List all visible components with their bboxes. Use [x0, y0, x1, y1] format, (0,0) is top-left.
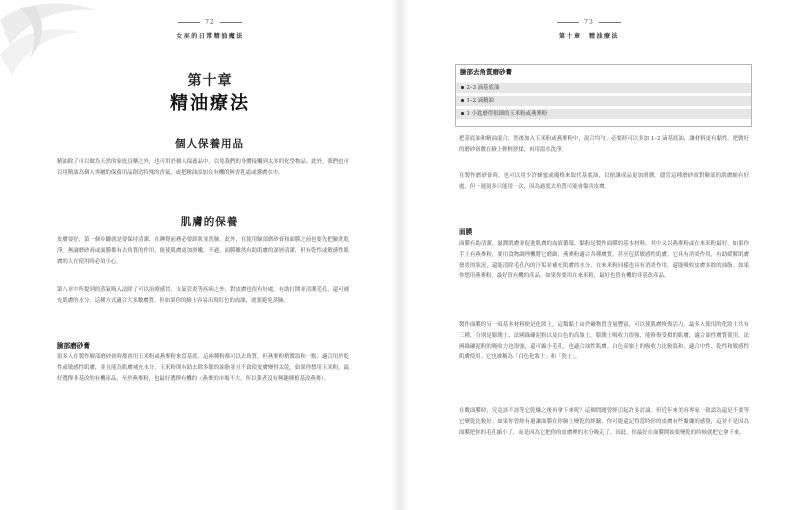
chapter-number: 第十章	[187, 73, 233, 89]
bullet-icon	[461, 99, 464, 102]
section-title: 個人保養用品	[175, 138, 244, 150]
swirl-ornament-icon	[0, 0, 105, 80]
bullet-icon	[461, 86, 464, 89]
paragraph: 把基底油和精油混合，然後加入玉米粉或燕麥粉中，混合均勻。必要時可以多加 1–2 滴基底油，讓材料更有黏性。把做好的磨砂膏敷在臉上輕輕搓揉，再用溫水洗淨。	[459, 136, 749, 153]
bullet-icon	[461, 112, 464, 115]
paragraph: 很多人在製作臉部磨砂膏時都會用玉米粉或燕麥粉來當基底。這兩種粉都可以去角質，但燕麥粉稍微溫和一點，適合用於乾性或敏感性肌膚，並且能為肌膚補充水分。玉米粉則有助去除多餘的油脂並且不致使皮膚變得太乾。如果你想用玉米粉，最好選擇非基改的有機產品，至於燕麥粉，也最好選擇有機的（燕麥的市場不大，所以業者沒有興趣種植基改燕麥）。	[57, 354, 349, 382]
page-number: 72	[140, 19, 280, 26]
list-item: 1 小匙磨得很細的玉米粉或燕麥粉	[456, 109, 751, 119]
list-item: 1–2 滴精油	[456, 96, 751, 106]
chapter-title: 精油療法	[170, 93, 250, 114]
paragraph: 在數面膜時，究竟該不該等它乾燥之後再拿下來呢？這個問題曾經引起許多討論。但近年來美容專家一致認為還是不要等它變乾比較好。如果你曾經有過讓面膜在你臉上變乾的經驗，你可能還記得當時你的皮膚有些緊繃的感覺，這並不是因為面膜把你的毛孔縮小了，而是因為它把你的皮膚裡的水分吸走了。因此，你最好在面膜開始要變乾的時候就把它拿下來。	[459, 408, 749, 436]
paragraph: 皮膚要好，第一個步驟就是要保持清潔，在睡覺前務必要卸妝並洗臉。此外，在使用臉部磨砂膏和面膜之前也要先把臉洗乾淨。無論磨砂膏或面膜都有去角質的作用，能使肌膚更加滑嫩，不過，面膜雖然有助肌膚的深層清潔，但有乾性或敏感性肌膚的人在使用時必須小心。	[57, 237, 349, 265]
page-number: 73	[519, 19, 659, 26]
recipe-box	[455, 64, 752, 127]
paragraph: 精油除了可以做為天然的家庭良藥之外，也可用於個人保養品中，以免我們的身體接觸到太多的化學物品。此外，我們也可以用精油為個人專屬的保養用品創造特殊的香氣，或把精油添加在有機的無香乳霜或護膚水中。	[57, 159, 349, 176]
subheading: 臉部磨砂膏	[57, 342, 90, 350]
recipe-title: 臉部去角質磨砂膏	[460, 68, 512, 76]
list-item: 2–3 滴基底油	[456, 83, 751, 93]
subheading: 面膜	[459, 228, 473, 236]
paragraph: 面膜有助清潔，滋潤肌膚並促進肌膚的血液循環。黏粉是製作面膜的基本材料，其中又以燕麥粉或在來米粉最好。如果你手上有燕麥粉，要用食物調理機將它磨細，燕麥粉適合各種膚質，甚至包括敏感性肌膚。它具有消炎作用，有助緩解肌膚發炎的狀況，還能清除毛孔內的汙垢並補充肌膚的水分。在來米粉同樣也具有消炎作用，還能吸收皮膚多餘的油脂。如果你想用燕麥粉，最好買有機的產品。如果你要用在來米粉，最好也買有機的非基改產品。	[459, 241, 749, 280]
right-page	[404, 0, 799, 510]
paragraph: 在製作磨砂膏時，也可以用少許蜂蜜或優格來取代基底油，以便讓成品更加滑潤。儘管這種磨砂膏對臉部的肌膚頗有好處，但一週頂多只能用一次，因為過度去角質可能會傷害皮膚。	[459, 173, 749, 190]
section-title: 肌膚的保養	[180, 216, 239, 228]
running-head: 第十章 精油療法	[558, 33, 619, 40]
left-page	[0, 0, 395, 510]
running-head: 女巫的日常精油魔法	[176, 33, 244, 40]
paragraph: 第八章中所提到的蒸氣吸入法除了可以治療感冒、支氣管炎等疾病之外，對皮膚也很有好處。有助打開並清潔毛孔，還可補充肌膚的水分。這種方式適合大多數膚質，但如果你的臉上容易出現紅色的血絲，就要避免蒸臉。	[57, 287, 349, 304]
paragraph: 製作面膜的另一項基本材料便是化妝土，這類黏土由於礦物質含量豐富，可以使肌膚恢復活力。最多人使用的化妝土共有三種，分別是膨潤土、法國綠礦泥粉以及白色的高嶺土。膨潤土吸收力很強，能修復受損的肌膚，適合油性膚質使用。法國綠礦泥粉的吸收力也很強，還可縮小毛孔，也適合油性肌膚。白色高嶺土的吸收力比較溫和，適合中性、乾性和敏感性肌膚使用。它也被稱為「白色化妝土」和「瓷土」。	[459, 322, 749, 361]
